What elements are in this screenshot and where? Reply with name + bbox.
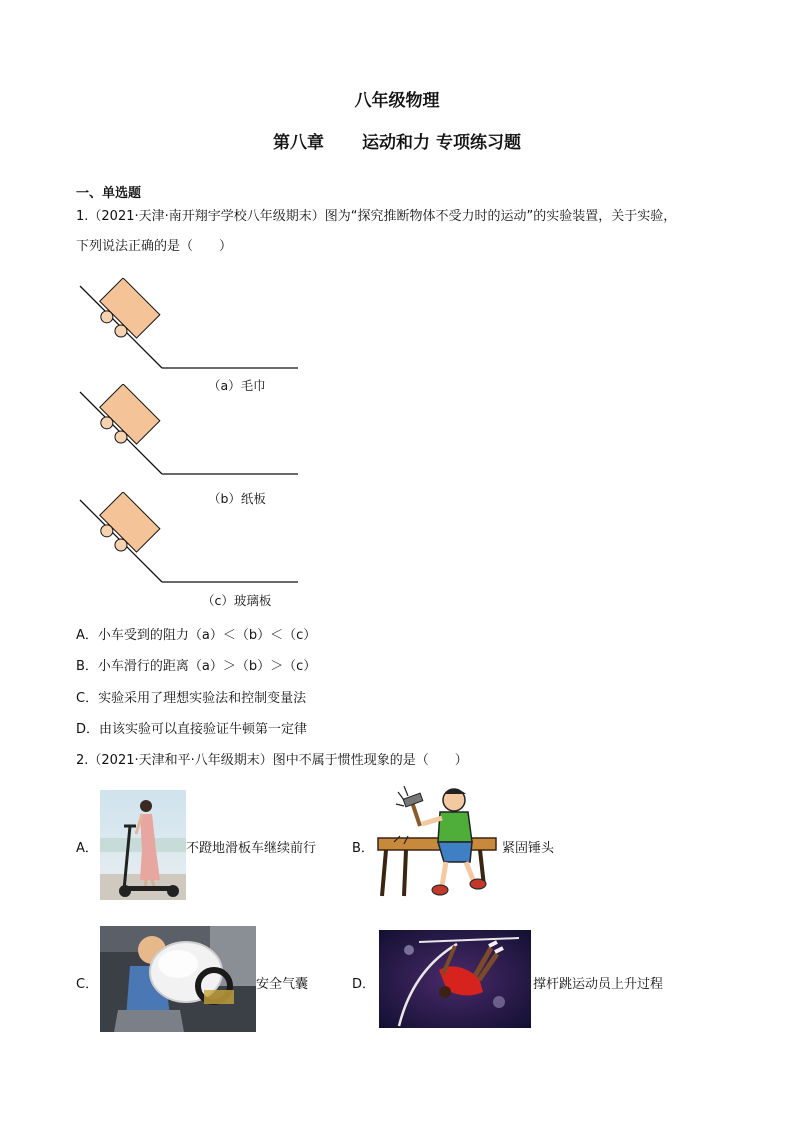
chapter-label: 第八章: [273, 133, 325, 153]
q1-option-a[interactable]: A．小车受到的阻力（a）＜（b）＜（c）: [76, 628, 317, 643]
q2-option-d-letter[interactable]: D．: [352, 977, 376, 992]
q2-option-d-text[interactable]: 撑杆跳运动员上升过程: [533, 977, 664, 992]
document-subtitle: [0, 128, 794, 153]
ramp-diagram-cardboard: [70, 384, 310, 484]
section-heading: 一、单选题: [76, 186, 142, 201]
cart: [91, 492, 160, 561]
scooter-photo: [100, 790, 186, 900]
q2-option-c-text[interactable]: 安全气囊: [256, 977, 309, 992]
cart-body: [100, 384, 160, 444]
q2-option-a-letter[interactable]: A．: [76, 841, 98, 856]
airbag-photo: [100, 926, 256, 1032]
caption-glass: （c）玻璃板: [202, 593, 272, 608]
q2-option-b-text[interactable]: 紧固锤头: [502, 841, 555, 856]
q1-option-d[interactable]: D．由该实验可以直接验证牛顿第一定律: [76, 722, 308, 737]
pole-vault-photo: [379, 930, 531, 1028]
hammer-cartoon: [374, 786, 500, 904]
caption-cardboard: （b）纸板: [208, 491, 266, 506]
cart: [91, 278, 160, 347]
q2-stem: 2.（2021·天津和平·八年级期末）图中不属于惯性现象的是（ ）: [76, 753, 468, 768]
q1-stem-line2: 下列说法正确的是（ ）: [76, 239, 233, 254]
cart-body: [100, 278, 160, 338]
cart: [91, 384, 160, 453]
document-title: 八年级物理: [354, 91, 440, 111]
q2-option-b-letter[interactable]: B．: [352, 841, 374, 856]
q2-option-c-letter[interactable]: C．: [76, 977, 99, 992]
cart-body: [100, 492, 160, 552]
ramp-diagram-towel: [70, 278, 310, 378]
q2-option-a-text[interactable]: 不蹬地滑板车继续前行: [186, 841, 317, 856]
caption-towel: （a）毛巾: [208, 378, 266, 393]
q1-option-b[interactable]: B．小车滑行的距离（a）＞（b）＞（c）: [76, 659, 317, 674]
ramp-diagram-glass: [70, 492, 310, 592]
chapter-topic: 运动和力 专项练习题: [362, 133, 521, 153]
q1-stem-line1: 1.（2021·天津·南开翔宇学校八年级期末）图为“探究推断物体不受力时的运动”的实验装置，关于实验，: [76, 209, 677, 224]
q1-option-c[interactable]: C．实验采用了理想实验法和控制变量法: [76, 691, 307, 706]
